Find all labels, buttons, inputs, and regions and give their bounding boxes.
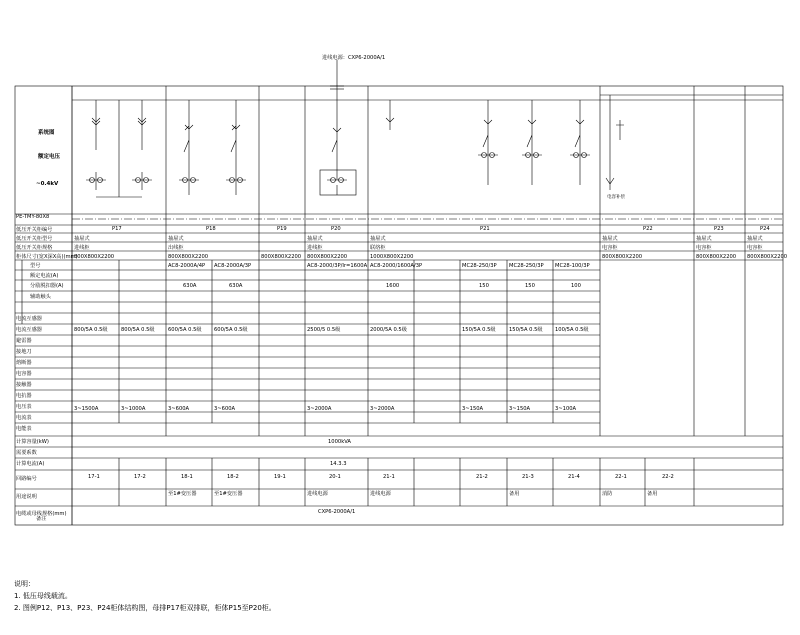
usage: 进线电源 <box>307 491 328 497</box>
panel-id: P24 <box>760 226 770 232</box>
circuit-number: 21-1 <box>383 474 395 480</box>
rating: 630A <box>229 283 243 289</box>
row-header: 避雷器 <box>16 338 32 344</box>
dimension: 800X800X2200 <box>307 254 348 260</box>
row-header: 型号 <box>30 263 41 269</box>
ct-value: 2500/5 0.5级 <box>307 327 341 333</box>
cabinet-spec: 电容柜 <box>602 245 618 251</box>
usage: 进线电源 <box>370 491 391 497</box>
voltage-value: ~0.4kV <box>36 181 59 187</box>
panel-id: P21 <box>480 226 490 232</box>
cabinet-model: 抽屉式 <box>74 236 90 242</box>
dimension: 800X800X2200 <box>602 254 643 260</box>
cabinet-model: 抽屉式 <box>747 236 763 242</box>
usage: 至1#变压器 <box>214 491 243 497</box>
row-header: 电流表 <box>16 415 32 421</box>
ct-rating: 3~1000A <box>121 406 146 412</box>
breaker-model: MC28-100/3P <box>555 263 590 269</box>
dimension: 800X800X2200 <box>168 254 209 260</box>
row-header: 电流互感器 <box>16 327 42 333</box>
row-header: 计算容量(kW) <box>16 439 49 445</box>
ct-value: 800/5A 0.5级 <box>74 327 108 333</box>
cabinet-model: 抽屉式 <box>168 236 184 242</box>
row-header: 柜体尺寸(宽X深X高)(mm) <box>16 254 78 260</box>
note-line: 1. 低压母线载流。 <box>14 592 72 600</box>
cabinet-model: 抽屉式 <box>602 236 618 242</box>
row-header: 电抗器 <box>16 393 32 399</box>
breaker-model: AC8-2000/1600A/3P <box>370 263 423 269</box>
cabinet-spec: 出线柜 <box>168 245 184 251</box>
circuit-number: 17-2 <box>134 474 146 480</box>
panel-id: P19 <box>277 226 287 232</box>
capacitor-label: 电容补偿 <box>607 195 625 200</box>
usage: 备用 <box>647 491 658 497</box>
cabinet-model: 抽屉式 <box>370 236 386 242</box>
breaker-model: AC8-2000A/3P <box>214 263 252 269</box>
row-header: 辅助触头 <box>30 294 51 300</box>
table-frame <box>15 86 783 525</box>
rating: 150 <box>525 283 535 289</box>
row-header: 低压开关柜规格 <box>16 245 53 251</box>
row-header: 电能表 <box>16 426 32 432</box>
row-header: 低压开关柜编号 <box>16 227 53 233</box>
cabinet-spec: 联络柜 <box>370 245 386 251</box>
dimension: 800X800X2200 <box>74 254 115 260</box>
row-header: 备注 <box>36 516 47 522</box>
row-header: 接地刀 <box>16 349 32 355</box>
cabinet-model: 抽屉式 <box>307 236 323 242</box>
circuit-number: 18-1 <box>181 474 193 480</box>
current-value: 14.3.3 <box>330 461 347 467</box>
row-header: 电流互感器 <box>16 316 42 322</box>
circuit-number: 18-2 <box>227 474 239 480</box>
panel-id: P20 <box>331 226 341 232</box>
row-header: 计算电流(A) <box>16 461 45 467</box>
ct-rating: 3~600A <box>168 406 190 412</box>
dimension: 800X800X2200 <box>696 254 737 260</box>
rating: 150 <box>479 283 489 289</box>
note-line: 2. 图例P12、P13、P23、P24柜体结构图，母排P17柜双排联，柜体P15至P20柜。 <box>14 604 276 612</box>
circuit-number: 22-2 <box>662 474 674 480</box>
dimension: 1000X800X2200 <box>370 254 414 260</box>
circuit-number: 22-1 <box>615 474 627 480</box>
capacity-value: 1000kVA <box>328 439 351 445</box>
row-header: 用途说明 <box>16 494 37 500</box>
cabinet-spec: 电容柜 <box>747 245 763 251</box>
row-header: 接触器 <box>16 382 32 388</box>
circuit-number: 21-3 <box>522 474 534 480</box>
notes-title: 说明： <box>14 580 35 588</box>
usage: 至1#变压器 <box>168 491 197 497</box>
ct-rating: 3~1500A <box>74 406 99 412</box>
circuit-number: 19-1 <box>274 474 286 480</box>
voltage-label: 额定电压 <box>38 154 61 160</box>
usage: 备用 <box>509 491 520 497</box>
panel-id: P18 <box>206 226 216 232</box>
ct-rating: 3~100A <box>555 406 577 412</box>
ct-value: 2000/5A 0.5级 <box>370 327 407 333</box>
row-header: 熔断器 <box>16 360 32 366</box>
cabinet-spec: 电容柜 <box>696 245 712 251</box>
row-header: 分励脱扣器(A) <box>30 283 64 289</box>
row-header: 回路编号 <box>16 476 37 482</box>
row-header: 电缆或母线规格(mm) <box>16 511 67 517</box>
circuit-number: 21-4 <box>568 474 580 480</box>
ct-value: 800/5A 0.5级 <box>121 327 155 333</box>
cabinet-model: 抽屉式 <box>696 236 712 242</box>
cabinet-spec: 进线柜 <box>74 245 90 251</box>
circuit-number: 21-2 <box>476 474 488 480</box>
dimension: 800X800X2200 <box>261 254 302 260</box>
circuit-number: 17-1 <box>88 474 100 480</box>
row-header: 低压开关柜型号 <box>16 236 53 242</box>
row-header: 额定电流(A) <box>30 273 59 279</box>
notes <box>14 578 276 614</box>
cabinet-spec: 进线柜 <box>307 245 323 251</box>
usage: 消防 <box>602 491 613 497</box>
ct-value: 100/5A 0.5级 <box>555 327 589 333</box>
circuit-number: 20-1 <box>329 474 341 480</box>
cable-spec: CXP6-2000A/1 <box>318 509 356 515</box>
dimension: 800X800X2200 <box>747 254 788 260</box>
panel-id: P17 <box>112 226 122 232</box>
breaker-model: MC28-250/3P <box>462 263 497 269</box>
ct-rating: 3~600A <box>214 406 236 412</box>
panel-id: P22 <box>643 226 653 232</box>
breaker-model: MC28-250/3P <box>509 263 544 269</box>
ct-value: 600/5A 0.5级 <box>214 327 248 333</box>
ct-rating: 3~150A <box>509 406 531 412</box>
ct-value: 600/5A 0.5级 <box>168 327 202 333</box>
ct-value: 150/5A 0.5级 <box>462 327 496 333</box>
breaker-model: AC8-2000/3P/Ir=1600A <box>307 263 368 269</box>
ct-rating: 3~2000A <box>370 406 395 412</box>
ct-rating: 3~2000A <box>307 406 332 412</box>
row-header: 电容器 <box>16 371 32 377</box>
ct-rating: 3~150A <box>462 406 484 412</box>
rating: 100 <box>571 283 581 289</box>
diagram-label: 系统图 <box>38 130 55 136</box>
row-header: 需要系数 <box>16 450 37 456</box>
breaker-model: AC8-2000A/4P <box>168 263 206 269</box>
row-header: 电压表 <box>16 404 32 410</box>
busbar-label: PE-TMY-80X8 <box>16 214 50 220</box>
rating: 630A <box>183 283 197 289</box>
source-label: 进线电源：CXP6-2000A/1 <box>322 55 386 61</box>
panel-id: P23 <box>714 226 724 232</box>
rating: 1600 <box>386 283 400 289</box>
ct-value: 150/5A 0.5级 <box>509 327 543 333</box>
